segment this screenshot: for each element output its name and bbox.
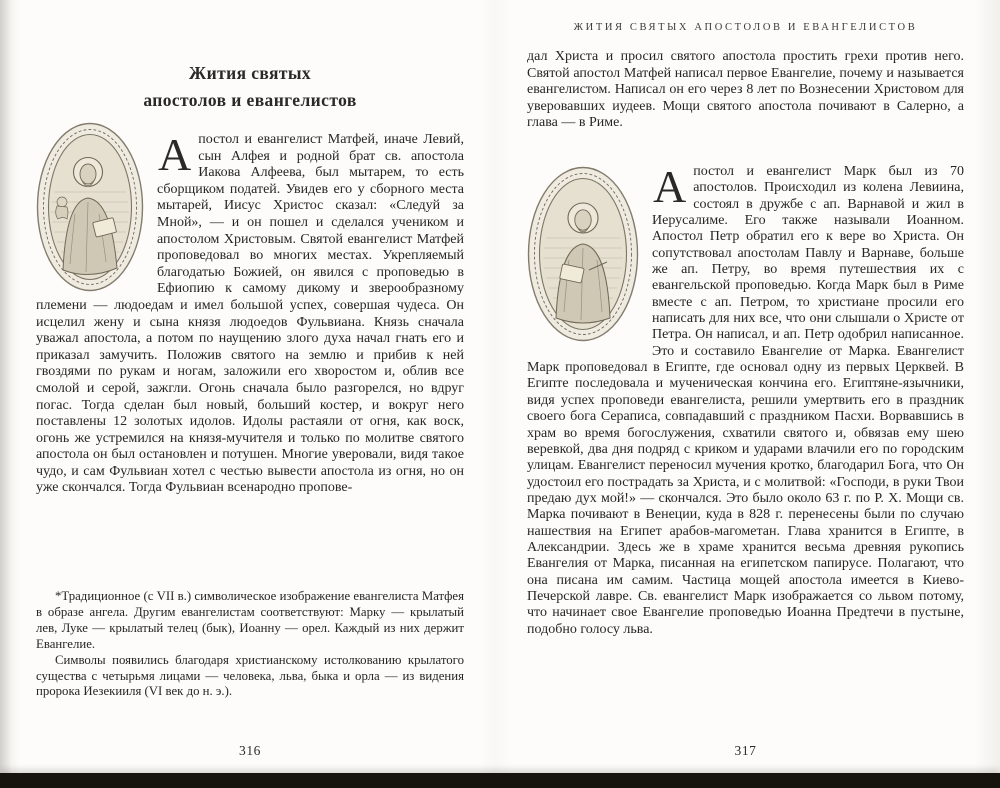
scan-edge-shadow [0, 0, 12, 773]
dropcap-mark: А [653, 161, 687, 212]
matthew-continuation-paragraph: дал Христа и просил святого апостола простить грехи против него. Святой апостол Матфей написал первое Евангелие, почему и называется евангелистом. Написал он его через 8 лет по Вознесении Христовом для уверовавших иудеев. Мощи святого апостола почивают в Салерно, а глава — в Риме. [527, 49, 964, 131]
matthew-paragraph [36, 129, 464, 497]
page-left [36, 0, 464, 770]
footnote-block [36, 589, 464, 700]
mark-medallion-icon [527, 166, 639, 342]
chapter-title-line2: апостолов и евангелистов [143, 90, 357, 110]
chapter-title-line1: Жития святых [188, 63, 312, 83]
page-right [527, 0, 964, 770]
footnote-paragraph-1: *Традиционное (с VII в.) символическое изображение евангелиста Матфея в образе ангела. Другим евангелистам соответствуют: Марку — крылатый лев, Луке — крылатый телец (бык), Иоанну — орел. Каждый из них держит Евангелие. [36, 589, 464, 651]
footnote-paragraph-2: Символы появились благодаря христианскому истолкованию крылатого существа с четырьмя лицами — человека, льва, быка и орла — из видения пророка Иезекииля (VI век до н. э.). [36, 652, 464, 699]
matthew-body-text: постол и евангелист Матфей, иначе Левий, сын Алфея и родной брат св. апостола Иакова Алфеева, был мытарем, то есть сборщиком податей. Увидев его у сборного места мытарей, Иисус Христос сказал: «Следуй за Мной», — и он пошел и сделался учеником и апостолом Христовым. Святой евангелист Матфей проповедовал во многих местах. Укрепляемый благодатью Божией, он явился с проповедью в Ефиопию к самому дикому и зверообразному племени — людоедам и имел большой успех, совершая чудеса. Он исцелил жену и сына князя людоедов Фульвиана. Князь сначала уважал апостола, а потом по наущению злого духа начал гнать его и приказал замучить. Положив святого на землю и прибив к ней гвоздями по рукам и ногам, заложили его хворостом и, облив все смолой и серой, зажгли. Огонь сначала было разгорелся, но вдруг погас. Тогда сделан был новый, больший костер, и вокруг него поставлены 12 золотых идолов. Идолы растаяли от огня, как воск, огонь же устремился на князя-мучителя и только по молитве святого апостола он был остановлен и потушен. Многие уверовали, видя такое чудо, и сам Фульвиан хотел с честью вывести апостола из огня, но он уже скончался. Тогда Фульвиан всенародно пропове- [36, 132, 464, 496]
running-header: ЖИТИЯ СВЯТЫХ АПОСТОЛОВ И ЕВАНГЕЛИСТОВ [573, 22, 918, 33]
dropcap-matthew: А [158, 129, 192, 180]
scan-bottom-bar [0, 773, 1000, 788]
mark-paragraph [527, 161, 964, 638]
page-number-left: 316 [238, 743, 262, 758]
matthew-medallion-icon [36, 122, 144, 292]
page-number-right: 317 [734, 743, 757, 758]
matthew-engraving [36, 122, 144, 292]
mark-engraving [527, 166, 639, 342]
chapter-title [36, 60, 464, 114]
mark-body-text: постол и евангелист Марк был из 70 апостолов. Происходил из колена Левиина, состоял в дружбе с ап. Варнавой и жил в Иерусалиме. Его также называли Иоанном. Апостол Петр обратил его к вере во Христа. Он сопутствовал апостолам Павлу и Варнаве, больше же ап. Петру, во время путешествия их с евангельской проповедью. Когда Марк был в Риме вместе с ап. Петром, то христиане просили его написать для них все, что они слышали о Христе от Петра. Он написал, и ап. Петр одобрил написанное. Это и составило Евангелие от Марка. Евангелист Марк проповедовал в Египте, где основал одну из первых Церквей. В Египте последовала и мученическая кончина его. Египтяне-язычники, видя успех проповеди евангелиста, решили умертвить его в праздник своего бога Сераписа, совпадавший с праздником Пасхи. Ворвавшись в храм во время богослужения, схватили святого и, обвязав ему шею веревкой, два дня подряд с криком и ударами влачили его по городским улицам. Евангелист переносил мучения кротко, благодарил Бога, что Он удостоил его пострадать за Христа, и с молитвой: «Господи, в руки Твои предаю дух мой!» — скончался. Это было около 63 г. по Р. Х. Мощи св. Марка почивают в Венеции, куда в 828 г. перенесены были по случаю нашествия на Египет арабов-магометан. Глава хранится в Египте, в Александрии. Здесь же в храме хранится весьма древняя рукопись Евангелия от Марка, писанная на египетском папирусе. Полагают, что она писана им самим. Частица мощей апостола имеется в Киево-Печерской лавре. Св. евангелист Марк изображается со львом потому, что начинает свое Евангелие проповедью Иоанна Предтечи в пустыне, подобно голосу льва. [527, 164, 964, 637]
